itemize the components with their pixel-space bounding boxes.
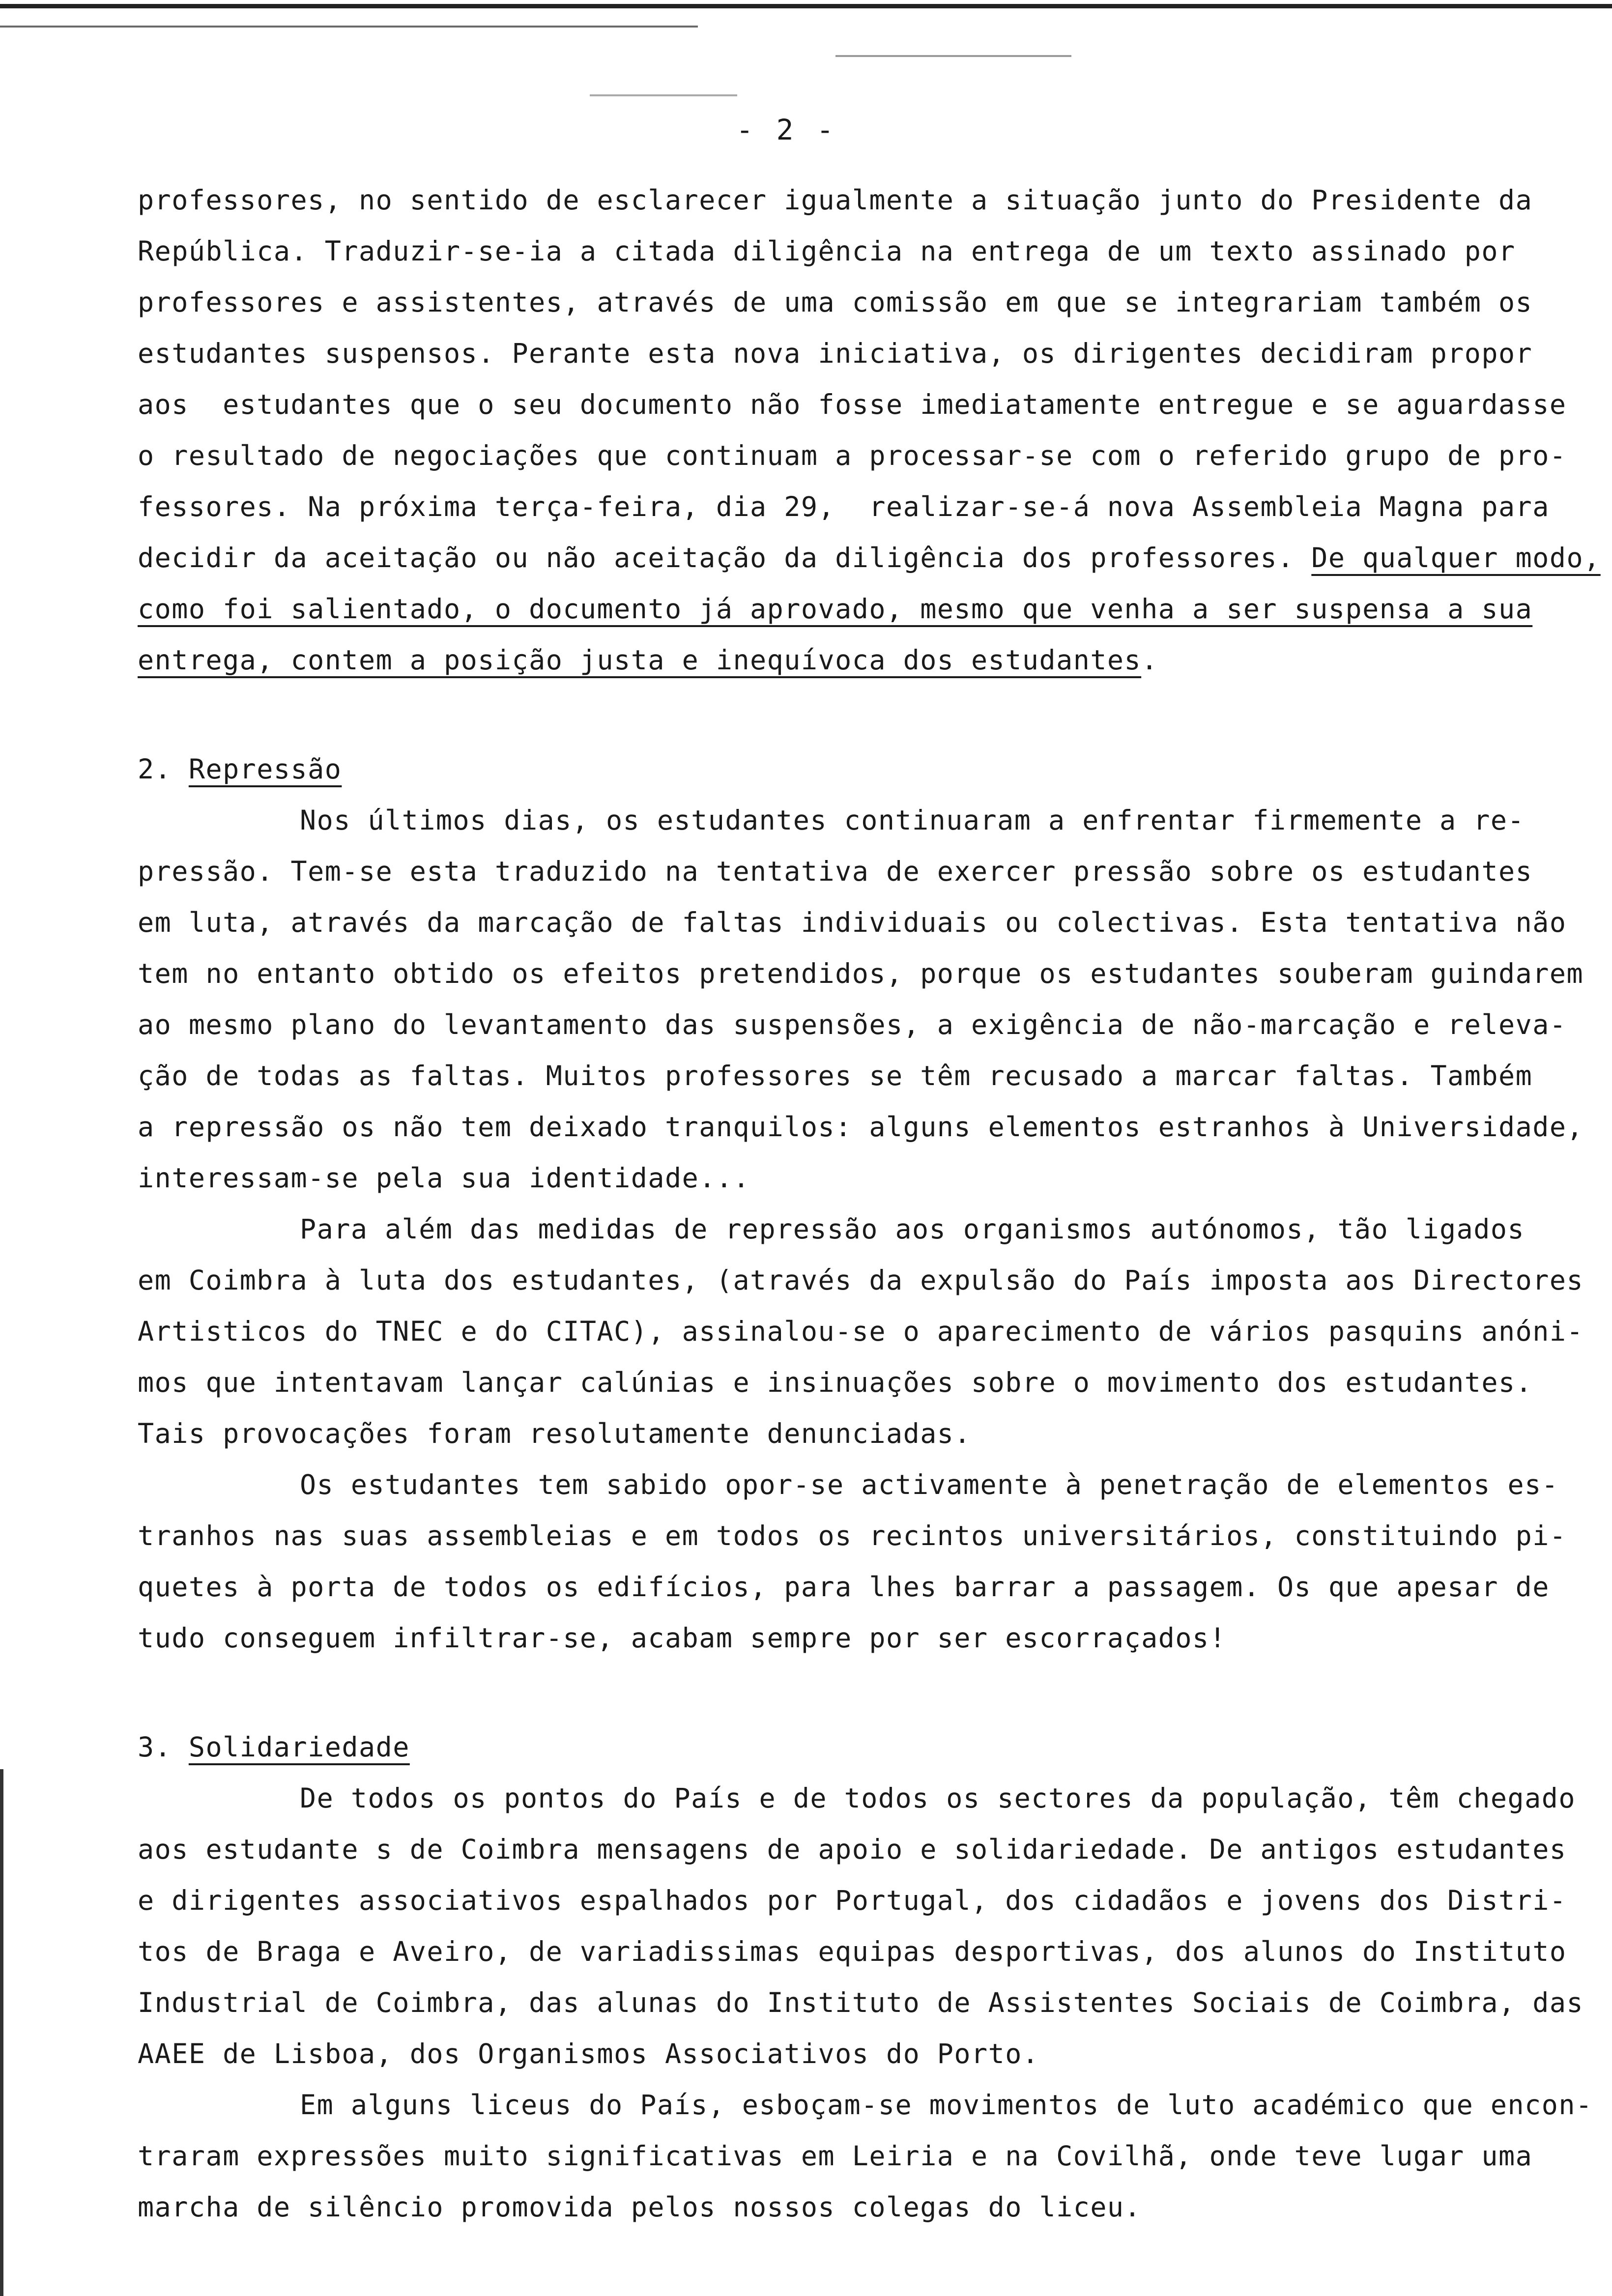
- text-segment: decidir da aceitação ou não aceitação da diligência dos professores.: [138, 542, 1312, 574]
- text-line: professores e assistentes, através de uma comissão em que se integrariam também os: [138, 287, 1533, 318]
- paragraph: [138, 1204, 1584, 1459]
- text-line: Nos últimos dias, os estudantes continuaram a enfrentar firmemente a re-: [300, 804, 1525, 836]
- text-line: estudantes suspensos. Perante esta nova iniciativa, os dirigentes decidiram propor: [138, 338, 1533, 369]
- text-line: ao mesmo plano do levantamento das suspensões, a exigência de não-marcação e releva-: [138, 1009, 1567, 1040]
- text-line: traram expressões muito significativas em Leiria e na Covilhã, onde teve lugar uma: [138, 2140, 1533, 2172]
- text-line: interessam-se pela sua identidade...: [138, 1162, 750, 1194]
- scan-border-top: [0, 4, 1612, 8]
- text-line: [138, 583, 1543, 634]
- section-number: 3.: [138, 1731, 189, 1763]
- text-line: o resultado de negociações que continuam a processar-se com o referido grupo de pro-: [138, 440, 1567, 471]
- scan-border-left: [0, 1769, 3, 2296]
- section-heading: [138, 744, 1543, 795]
- underlined-text: como foi salientado, o documento já aprovado, mesmo que venha a ser suspensa a sua: [138, 593, 1533, 625]
- text-line: Industrial de Coimbra, das alunas do Instituto de Assistentes Sociais de Coimbra, das: [138, 1987, 1584, 2018]
- page-number: - 2 -: [736, 113, 837, 146]
- text-line: mos que intentavam lançar calúnias e insinuações sobre o movimento dos estudantes.: [138, 1367, 1533, 1398]
- text-line: Para além das medidas de repressão aos organismos autónomos, tão ligados: [300, 1213, 1525, 1245]
- text-line: Os estudantes tem sabido opor-se activamente à penetração de elementos es-: [300, 1469, 1559, 1500]
- text-line: aos estudante s de Coimbra mensagens de apoio e solidariedade. De antigos estudantes: [138, 1834, 1567, 1865]
- section-title: Repressão: [188, 753, 342, 785]
- paragraph: [138, 2079, 1593, 2233]
- text-segment: .: [1141, 644, 1158, 676]
- text-line: quetes à porta de todos os edifícios, para lhes barrar a passagem. Os que apesar de: [138, 1571, 1550, 1603]
- text-line: [138, 634, 1543, 686]
- scan-streak: [0, 26, 698, 28]
- text-line: tranhos nas suas assembleias e em todos os recintos universitários, constituindo pi-: [138, 1520, 1567, 1551]
- text-line: marcha de silêncio promovida pelos nossos colegas do liceu.: [138, 2191, 1142, 2223]
- text-line: AAEE de Lisboa, dos Organismos Associativos do Porto.: [138, 2038, 1039, 2069]
- text-line: Artisticos do TNEC e do CITAC), assinalou-se o aparecimento de vários pasquins anóni-: [138, 1316, 1584, 1347]
- text-line: em luta, através da marcação de faltas individuais ou colectivas. Esta tentativa não: [138, 907, 1567, 938]
- scan-streak: [835, 55, 1071, 57]
- section-title: Solidariedade: [188, 1731, 410, 1763]
- text-line: Em alguns liceus do País, esboçam-se movimentos de luto académico que encon-: [300, 2089, 1593, 2121]
- paragraph: [138, 1459, 1567, 1664]
- paragraph: [138, 1773, 1584, 2079]
- section-heading: [138, 1722, 1543, 1773]
- text-line: fessores. Na próxima terça-feira, dia 29, realizar-se-á nova Assembleia Magna para: [138, 491, 1550, 522]
- text-line: ção de todas as faltas. Muitos professores se têm recusado a marcar faltas. Também: [138, 1060, 1533, 1091]
- scan-streak: [590, 94, 737, 96]
- text-line: e dirigentes associativos espalhados por Portugal, dos cidadãos e jovens dos Distri-: [138, 1885, 1567, 1916]
- underlined-text: entrega, contem a posição justa e inequívoca dos estudantes: [138, 644, 1142, 676]
- text-line: a repressão os não tem deixado tranquilos: alguns elementos estranhos à Universidade,: [138, 1111, 1584, 1143]
- text-line: República. Traduzir-se-ia a citada diligência na entrega de um texto assinado por: [138, 235, 1516, 267]
- text-line: em Coimbra à luta dos estudantes, (através da expulsão do País imposta aos Directores: [138, 1264, 1584, 1296]
- text-line: tos de Braga e Aveiro, de variadissimas equipas desportivas, dos alunos do Instituto: [138, 1936, 1567, 1967]
- underlined-text: De qualquer modo,: [1311, 542, 1601, 574]
- paragraph-1: [138, 174, 1601, 686]
- text-line: aos estudantes que o seu documento não fosse imediatamente entregue e se aguardasse: [138, 389, 1567, 420]
- text-line: tem no entanto obtido os efeitos pretendidos, porque os estudantes souberam guindarem: [138, 958, 1584, 989]
- document-body: [138, 174, 1601, 2233]
- text-line: professores, no sentido de esclarecer igualmente a situação junto do Presidente da: [138, 184, 1533, 216]
- text-line: Tais provocações foram resolutamente denunciadas.: [138, 1418, 972, 1449]
- text-line: tudo conseguem infiltrar-se, acabam sempre por ser escorraçados!: [138, 1622, 1227, 1654]
- section-number: 2.: [138, 753, 189, 785]
- text-line: [138, 532, 1601, 583]
- text-line: De todos os pontos do País e de todos os sectores da população, têm chegado: [300, 1782, 1576, 1814]
- text-line: pressão. Tem-se esta traduzido na tentativa de exercer pressão sobre os estudantes: [138, 856, 1533, 887]
- paragraph: [138, 795, 1584, 1204]
